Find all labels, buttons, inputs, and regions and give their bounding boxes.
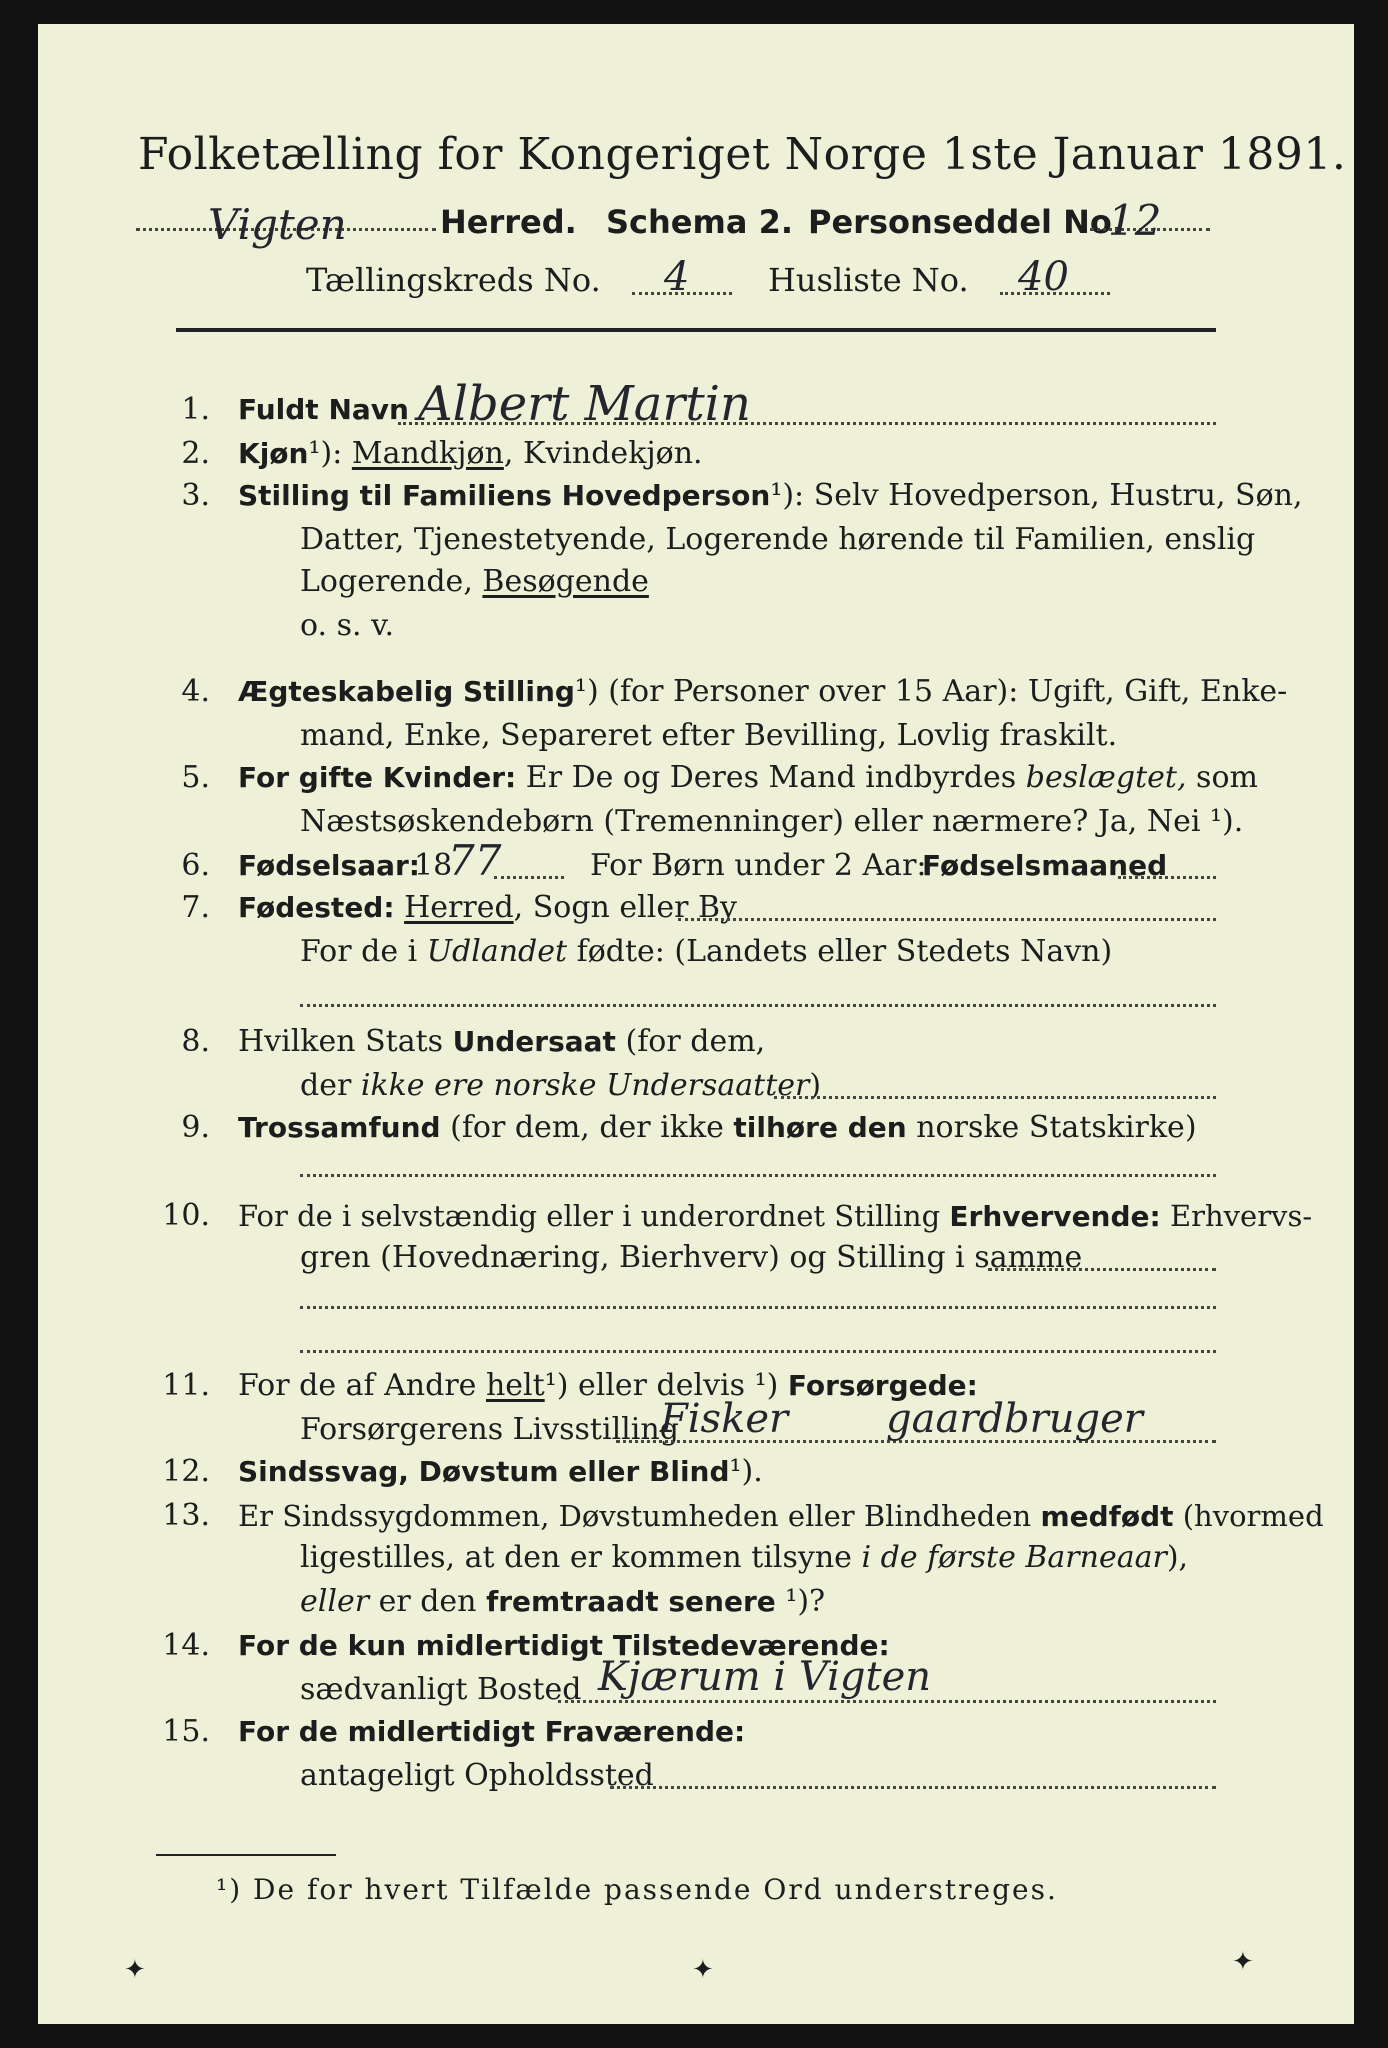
herred-name-value: Vigten — [208, 200, 347, 249]
q5-line2: Næstsøskendebørn (Tremenninger) eller nærmere? Ja, Nei ¹). — [300, 804, 1244, 839]
q2-sep: , — [503, 436, 514, 471]
q10-text1b: Erhvervs- — [1169, 1199, 1313, 1233]
q7-opt-herred: Herred — [404, 890, 514, 925]
q10-line4-fill — [300, 1350, 1216, 1353]
q14-line2-fill — [558, 1700, 1216, 1703]
q11-line1 — [238, 1368, 978, 1404]
q8-text2a: der — [300, 1068, 352, 1103]
q11-value2: gaardbruger — [886, 1396, 1143, 1442]
q6-prefix: 18 — [414, 848, 453, 883]
q13-text2c: ), — [1166, 1540, 1189, 1575]
header-rule — [176, 328, 1216, 332]
q6-number: 6. — [181, 848, 210, 883]
q2-sup: ¹): — [308, 436, 343, 471]
q13-label2: fremtraadt senere — [486, 1585, 776, 1618]
q14-number: 14. — [162, 1628, 210, 1663]
q7-line1 — [238, 890, 737, 926]
q14-line2: sædvanligt Bosted — [300, 1672, 582, 1707]
census-form — [38, 24, 1354, 2024]
q5-text1a: Er De og Deres Mand indbyrdes — [525, 760, 1017, 795]
q6-mid: For Børn under 2 Aar: — [590, 848, 927, 883]
taellingskreds-label: Tællingskreds No. — [306, 261, 601, 299]
q4-label: Ægteskabelig Stilling — [238, 675, 575, 708]
q3-line4: o. s. v. — [300, 608, 394, 643]
herred-label: Herred. — [440, 203, 577, 241]
q13-text1a: Er Sindssygdommen, Døvstumheden eller Blindheden — [238, 1499, 1032, 1533]
q2-opt-mandkjon: Mandkjøn — [351, 436, 504, 471]
q10-text1a: For de i selvstændig eller i underordnet Stilling — [238, 1199, 941, 1233]
corner-mark-icon: ✦ — [1232, 1947, 1254, 1977]
q5-text1c: som — [1196, 760, 1258, 795]
q2-label: Kjøn — [238, 437, 309, 470]
q3-opt-logerende: Logerende, — [300, 564, 473, 599]
q7-text2c: fødte: (Landets eller Stedets Navn) — [576, 934, 1113, 969]
q9-number: 9. — [181, 1110, 210, 1145]
q3-label: Stilling til Familiens Hovedperson — [238, 479, 771, 512]
q11-number: 11. — [162, 1368, 210, 1403]
q5-text1b: beslægtet, — [1025, 760, 1187, 795]
q13-line3 — [300, 1584, 825, 1620]
q15-label: For de midlertidigt Fraværende: — [238, 1715, 746, 1748]
q4-sup: ¹) — [574, 674, 599, 709]
q11-line2: Forsørgerens Livsstilling — [300, 1412, 679, 1447]
q8-text1a: Hvilken Stats — [238, 1024, 444, 1059]
q7-label: Fødested: — [238, 891, 395, 924]
q2-opt-kvindekjon: Kvindekjøn. — [522, 436, 703, 471]
taellingskreds-no-value: 4 — [664, 254, 690, 300]
q7-line3-fill — [300, 1004, 1216, 1007]
q4-line2: mand, Enke, Separeret efter Bevilling, Lovlig fraskilt. — [300, 718, 1118, 753]
q11-text1a: For de af Andre — [238, 1368, 477, 1403]
q7-line2 — [300, 934, 1112, 970]
q11-text1b: ¹) eller delvis ¹) — [544, 1368, 779, 1403]
q4-number: 4. — [181, 674, 210, 709]
q8-text1b: (for dem, — [625, 1024, 766, 1059]
q13-line1 — [238, 1498, 1324, 1535]
q2-number: 2. — [181, 436, 210, 471]
q6-label: Fødselsaar: — [238, 849, 420, 882]
q9-text1c: norske Statskirke) — [916, 1110, 1197, 1145]
q13-text2b: i de første Barneaar — [861, 1540, 1167, 1575]
q15-line2-fill — [610, 1786, 1216, 1789]
q12-number: 12. — [162, 1454, 210, 1489]
q6-label2: Fødselsmaaned — [922, 849, 1168, 882]
q3-sup: ¹): — [770, 478, 805, 513]
q1-label: Fuldt Navn — [238, 393, 409, 426]
q7-rest: , Sogn eller By — [513, 890, 737, 925]
q13-text3b: er den — [378, 1584, 477, 1619]
husliste-no-value: 40 — [1018, 254, 1069, 300]
corner-mark-icon: ✦ — [692, 1955, 714, 1985]
q8-text2b: ikke ere norske Undersaatter — [360, 1068, 810, 1103]
q6-month-line — [1118, 876, 1216, 879]
q3-line1 — [238, 478, 1303, 514]
q13-label: medfødt — [1040, 1500, 1174, 1533]
footnote: ¹) De for hvert Tilfælde passende Ord understreges. — [216, 1873, 1058, 1906]
q9-line1 — [238, 1110, 1197, 1146]
q8-number: 8. — [181, 1024, 210, 1059]
q3-line3 — [300, 564, 649, 600]
q9-line2-fill — [300, 1174, 1216, 1177]
q14-value: Kjærum i Vigten — [598, 1654, 932, 1700]
q9-text1b: tilhøre den — [733, 1111, 907, 1144]
q3-opt-besogende: Besøgende — [482, 564, 649, 599]
q6-year-line — [494, 876, 564, 879]
q7-line1-fill — [678, 918, 1216, 921]
q7-number: 7. — [181, 890, 210, 925]
q10-line2-fill — [988, 1268, 1216, 1271]
husliste-label: Husliste No. — [768, 261, 969, 299]
q2-line — [238, 436, 703, 472]
q8-label: Undersaat — [452, 1025, 616, 1058]
schema-label: Schema 2. — [606, 203, 793, 241]
q13-text1b: (hvormed — [1182, 1499, 1324, 1533]
corner-mark-icon: ✦ — [124, 1955, 146, 1985]
q15-number: 15. — [162, 1714, 210, 1749]
q15-line2: antageligt Opholdssted — [300, 1758, 654, 1793]
q3-line2: Datter, Tjenestetyende, Logerende hørende til Familien, enslig — [300, 522, 1256, 557]
form-title: Folketælling for Kongeriget Norge 1ste Januar 1891. — [138, 129, 1347, 180]
q13-text3c: ¹)? — [785, 1584, 826, 1619]
q10-line1 — [238, 1198, 1312, 1235]
q5-label: For gifte Kvinder: — [238, 761, 517, 794]
q7-text2b: Udlandet — [426, 934, 568, 969]
q9-text1a: (for dem, der ikke — [450, 1110, 724, 1145]
q13-text3a: eller — [300, 1584, 370, 1619]
q8-line1 — [238, 1024, 765, 1060]
q1-value: Albert Martin — [418, 376, 751, 432]
q12-label: Sindssvag, Døvstum eller Blind — [238, 1455, 730, 1488]
personseddel-no-value: 12 — [1108, 196, 1162, 245]
q5-number: 5. — [181, 760, 210, 795]
q5-line1 — [238, 760, 1258, 796]
q14-label: For de kun midlertidigt Tilstedeværende: — [238, 1629, 890, 1662]
q11-opt-helt: helt — [485, 1368, 545, 1403]
q13-line2 — [300, 1540, 1188, 1576]
q7-text2a: For de i — [300, 934, 418, 969]
q10-number: 10. — [162, 1198, 210, 1233]
q6-value: 77 — [448, 836, 502, 885]
q11-value: Fisker — [660, 1396, 789, 1442]
q3-text1: Selv Hovedperson, Hustru, Søn, — [813, 478, 1303, 513]
q4-line1 — [238, 674, 1287, 710]
footnote-rule — [156, 1854, 336, 1856]
q3-number: 3. — [181, 478, 210, 513]
q9-label: Trossamfund — [238, 1111, 441, 1144]
q11-label: Forsørgede: — [787, 1369, 978, 1402]
q10-line3-fill — [300, 1306, 1216, 1309]
q1-number: 1. — [181, 392, 210, 427]
personseddel-label: Personseddel No. — [808, 203, 1125, 241]
q12-sup: ¹). — [729, 1454, 763, 1489]
q8-line2-fill — [774, 1096, 1216, 1099]
q10-line2: gren (Hovednæring, Bierhverv) og Stilling i samme — [300, 1240, 1083, 1275]
q4-text1: (for Personer over 15 Aar): Ugift, Gift, Enke- — [608, 674, 1288, 709]
q12-line1 — [238, 1454, 763, 1490]
q10-label: Erhvervende: — [949, 1200, 1161, 1233]
q13-number: 13. — [162, 1498, 210, 1533]
q8-line2 — [300, 1068, 821, 1104]
q8-text2c: ) — [809, 1068, 822, 1103]
q13-text2a: ligestilles, at den er kommen tilsyne — [300, 1540, 852, 1575]
